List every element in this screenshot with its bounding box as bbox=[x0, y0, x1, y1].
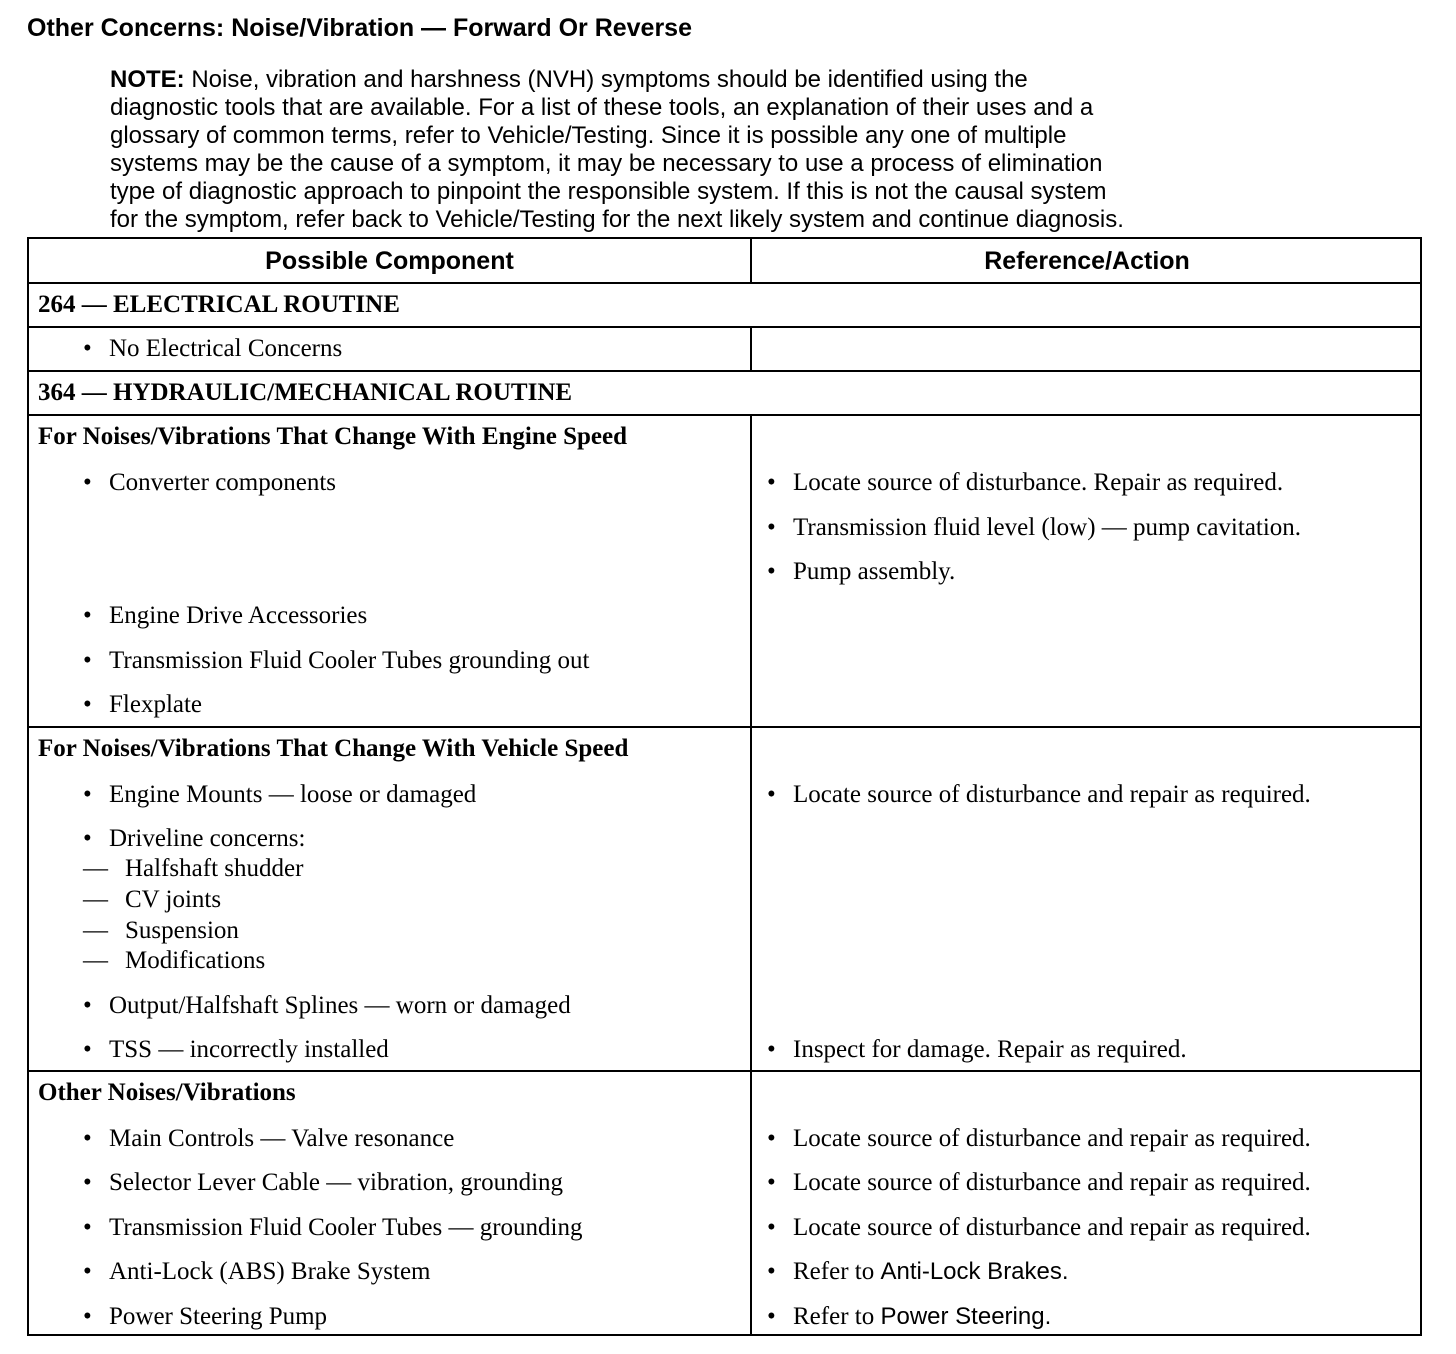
sub-item bbox=[83, 854, 303, 884]
bullet: • bbox=[767, 1303, 776, 1330]
action-item bbox=[767, 557, 955, 587]
note-label: NOTE: bbox=[110, 66, 185, 93]
component-text: Engine Mounts — loose or damaged bbox=[109, 781, 477, 808]
bullet: • bbox=[83, 469, 92, 496]
action-text: Locate source of disturbance and repair as required. bbox=[793, 1214, 1311, 1241]
bullet: • bbox=[83, 1258, 92, 1285]
sub-item bbox=[83, 916, 239, 946]
action-item bbox=[767, 1257, 1069, 1287]
component-item bbox=[83, 991, 571, 1021]
component-text: Flexplate bbox=[109, 691, 203, 718]
note-text: glossary of common terms, refer to bbox=[110, 122, 481, 149]
bullet: • bbox=[767, 1036, 776, 1063]
action-item bbox=[767, 1213, 1311, 1243]
note-paragraph bbox=[110, 66, 1124, 234]
sub-item-text: CV joints bbox=[125, 886, 222, 913]
bullet: • bbox=[83, 647, 92, 674]
diagnostic-table bbox=[27, 237, 1422, 1336]
component-text: Transmission Fluid Cooler Tubes grounding out bbox=[109, 647, 590, 674]
component-text: Selector Lever Cable — vibration, grounding bbox=[109, 1169, 564, 1196]
note-text: . Since it is possible any one of multiple bbox=[647, 122, 1067, 149]
bullet: • bbox=[83, 781, 92, 808]
note-text: diagnostic tools that are available. For a list of these tools, an explanation of their uses and a bbox=[110, 94, 1094, 121]
component-item bbox=[83, 1213, 582, 1243]
column-divider bbox=[750, 415, 752, 1336]
subsection-heading: For Noises/Vibrations That Change With Vehicle Speed bbox=[38, 735, 629, 762]
bullet: • bbox=[767, 1258, 776, 1285]
action-text: Transmission fluid level (low) — pump cavitation. bbox=[793, 514, 1302, 541]
bullet: • bbox=[83, 1125, 92, 1152]
vehicle-testing-link[interactable]: Vehicle/Testing bbox=[435, 206, 596, 233]
action-text: Locate source of disturbance and repair as required. bbox=[793, 781, 1311, 808]
action-text: Locate source of disturbance. Repair as required. bbox=[793, 469, 1284, 496]
sub-item-text: Suspension bbox=[125, 917, 239, 944]
component-text: Engine Drive Accessories bbox=[109, 602, 368, 629]
bullet: • bbox=[767, 514, 776, 541]
action-text: Locate source of disturbance and repair as required. bbox=[793, 1169, 1311, 1196]
bullet: • bbox=[767, 1214, 776, 1241]
action-item bbox=[767, 1124, 1311, 1154]
bullet: • bbox=[83, 1036, 92, 1063]
bullet: • bbox=[767, 469, 776, 496]
component-text: Output/Halfshaft Splines — worn or damaged bbox=[109, 992, 571, 1019]
component-text: TSS — incorrectly installed bbox=[109, 1036, 389, 1063]
bullet: • bbox=[83, 335, 92, 362]
vehicle-testing-link[interactable]: Vehicle/Testing bbox=[487, 122, 648, 149]
component-text: Main Controls — Valve resonance bbox=[109, 1125, 455, 1152]
note-text: systems may be the cause of a symptom, it may be necessary to use a process of elimination bbox=[110, 150, 1103, 177]
dash: — bbox=[83, 855, 108, 882]
note-text: Noise, vibration and harshness (NVH) symptoms should be identified using the bbox=[191, 66, 1028, 93]
note-text: type of diagnostic approach to pinpoint the responsible system. If this is not the causal system bbox=[110, 178, 1107, 205]
component-text: Power Steering Pump bbox=[109, 1303, 328, 1330]
component-item bbox=[83, 1168, 563, 1198]
component-item bbox=[83, 468, 336, 498]
bullet: • bbox=[83, 691, 92, 718]
component-item bbox=[83, 690, 202, 720]
component-text: Converter components bbox=[109, 469, 337, 496]
subsection-heading: For Noises/Vibrations That Change With Engine Speed bbox=[38, 423, 628, 450]
dash: — bbox=[83, 917, 108, 944]
component-text: Driveline concerns: bbox=[109, 825, 306, 852]
component-item bbox=[83, 1302, 327, 1332]
component-item bbox=[83, 780, 476, 810]
bullet: • bbox=[83, 992, 92, 1019]
dash: — bbox=[83, 947, 108, 974]
bullet: • bbox=[767, 558, 776, 585]
power-steering-link[interactable]: Power Steering bbox=[880, 1303, 1045, 1330]
anti-lock-brakes-link[interactable]: Anti-Lock Brakes bbox=[880, 1258, 1062, 1285]
bullet: • bbox=[767, 781, 776, 808]
action-item bbox=[767, 513, 1301, 543]
bullet: • bbox=[83, 1214, 92, 1241]
action-text: Refer to bbox=[793, 1303, 875, 1330]
bullet: • bbox=[83, 602, 92, 629]
component-item bbox=[83, 601, 367, 631]
dash: — bbox=[83, 886, 108, 913]
action-text: Inspect for damage. Repair as required. bbox=[793, 1036, 1187, 1063]
note-text: for the symptom, refer back to bbox=[110, 206, 429, 233]
column-divider bbox=[750, 327, 752, 371]
section-heading: 364 — HYDRAULIC/MECHANICAL ROUTINE bbox=[38, 379, 573, 406]
subsection-heading: Other Noises/Vibrations bbox=[38, 1079, 296, 1106]
action-text: Pump assembly. bbox=[793, 558, 956, 585]
sub-item-text: Halfshaft shudder bbox=[125, 855, 304, 882]
bullet: • bbox=[767, 1169, 776, 1196]
action-item bbox=[767, 468, 1283, 498]
sub-item bbox=[83, 946, 265, 976]
punctuation: . bbox=[1061, 1258, 1069, 1285]
bullet: • bbox=[83, 825, 92, 852]
action-text: Refer to bbox=[793, 1258, 875, 1285]
bullet: • bbox=[83, 1169, 92, 1196]
action-item bbox=[767, 1168, 1311, 1198]
page-title: Other Concerns: Noise/Vibration — Forward Or Reverse bbox=[27, 14, 692, 42]
component-item bbox=[83, 646, 589, 676]
component-text: No Electrical Concerns bbox=[109, 335, 343, 362]
component-item bbox=[83, 1257, 430, 1287]
action-item bbox=[767, 1302, 1051, 1332]
sub-item bbox=[83, 885, 221, 915]
action-text: Locate source of disturbance and repair as required. bbox=[793, 1125, 1311, 1152]
component-text: Anti-Lock (ABS) Brake System bbox=[109, 1258, 431, 1285]
punctuation: . bbox=[1044, 1303, 1052, 1330]
component-text: Transmission Fluid Cooler Tubes — grounding bbox=[109, 1214, 583, 1241]
section-heading: 264 — ELECTRICAL ROUTINE bbox=[38, 291, 400, 318]
component-item bbox=[83, 1035, 389, 1065]
sub-item-text: Modifications bbox=[125, 947, 266, 974]
bullet: • bbox=[767, 1125, 776, 1152]
note-text: for the next likely system and continue diagnosis. bbox=[602, 206, 1124, 233]
column-header: Reference/Action bbox=[984, 247, 1190, 275]
bullet: • bbox=[83, 1303, 92, 1330]
action-item bbox=[767, 1035, 1187, 1065]
action-item bbox=[767, 780, 1311, 810]
component-item bbox=[83, 824, 305, 854]
component-item bbox=[83, 1124, 454, 1154]
component-item bbox=[83, 334, 342, 364]
column-header: Possible Component bbox=[265, 247, 514, 275]
